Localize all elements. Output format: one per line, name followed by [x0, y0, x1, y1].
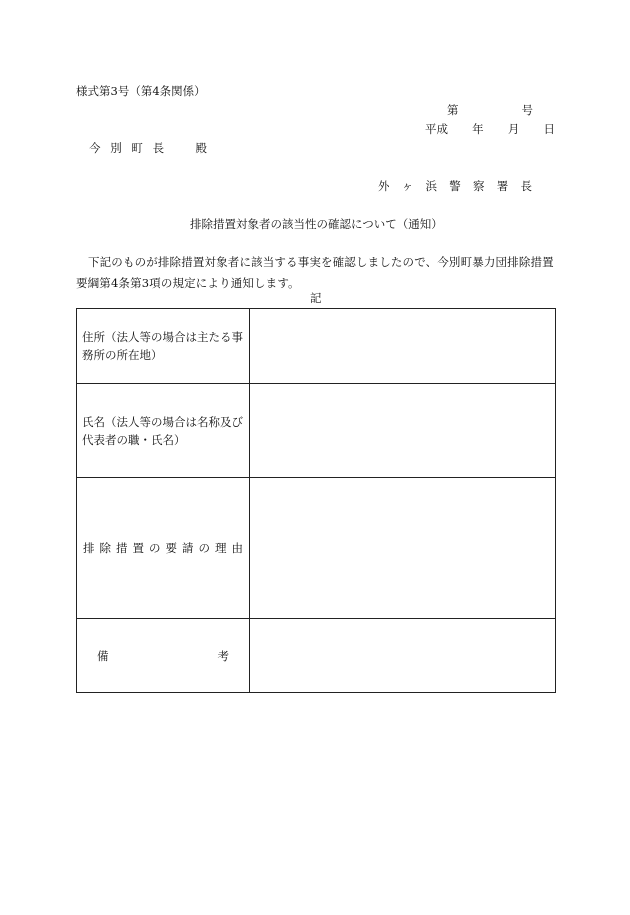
date-year: 年	[472, 122, 484, 136]
details-table	[76, 308, 556, 693]
reason-label-cell	[77, 478, 250, 619]
table-row	[77, 478, 556, 619]
body-text: 下記のものが排除措置対象者に該当する事実を確認しましたので、今別町暴力団排除措置要綱第4条第3項の規定により通知します。	[76, 255, 554, 290]
reason-label-char: 措	[116, 541, 128, 555]
table-row	[77, 619, 556, 693]
reason-label-char: の	[149, 541, 161, 555]
addressee	[89, 143, 207, 155]
addressee-char: 今	[89, 141, 101, 155]
doc-number-suffix: 号	[521, 103, 533, 117]
ki-marker: 記	[310, 291, 322, 305]
sender-char: 長	[520, 179, 532, 193]
name-label-cell	[77, 384, 250, 478]
reason-label-char: 置	[132, 541, 144, 555]
name-value-cell	[250, 384, 556, 478]
addressee-char: 別	[110, 141, 122, 155]
reason-label-char: 理	[215, 541, 227, 555]
remarks-value-cell	[250, 619, 556, 693]
reason-label	[83, 539, 243, 557]
sender	[378, 181, 532, 193]
document-title: 排除措置対象者の該当性の確認について（通知）	[190, 217, 443, 231]
sender-char: 察	[473, 179, 485, 193]
reason-value-cell	[250, 478, 556, 619]
addressee-char: 殿	[195, 141, 207, 155]
reason-label-char: 由	[231, 541, 243, 555]
date-month: 月	[507, 122, 520, 136]
sender-char: 署	[496, 179, 509, 193]
date-line	[425, 124, 555, 136]
sender-char: ヶ	[401, 179, 414, 193]
table-row	[77, 384, 556, 478]
addressee-char: 町	[131, 141, 143, 155]
doc-number-prefix: 第	[447, 103, 459, 117]
date-era: 平成	[425, 122, 448, 136]
address-value-cell	[250, 309, 556, 384]
sender-char: 外	[378, 179, 390, 193]
address-label: 住所（法人等の場合は主たる事務所の所在地）	[82, 330, 243, 362]
table-row	[77, 309, 556, 384]
remarks-label-char: 備	[97, 648, 109, 663]
remarks-label	[97, 647, 229, 665]
reason-label-char: 排	[83, 541, 95, 555]
remarks-label-char: 考	[217, 648, 229, 663]
date-day: 日	[543, 122, 555, 136]
name-label: 氏名（法人等の場合は名称及び代表者の職・氏名）	[82, 414, 243, 447]
form-number: 様式第3号（第4条関係）	[76, 84, 206, 98]
reason-label-char: 請	[182, 541, 194, 555]
sender-char: 警	[449, 179, 461, 193]
reason-label-char: 除	[99, 541, 111, 555]
sender-char: 浜	[425, 179, 437, 193]
remarks-label-cell	[77, 619, 250, 693]
address-label-cell	[77, 309, 250, 384]
reason-label-char: の	[198, 541, 210, 555]
addressee-char: 長	[152, 141, 165, 155]
reason-label-char: 要	[165, 541, 177, 555]
doc-number	[447, 105, 533, 117]
